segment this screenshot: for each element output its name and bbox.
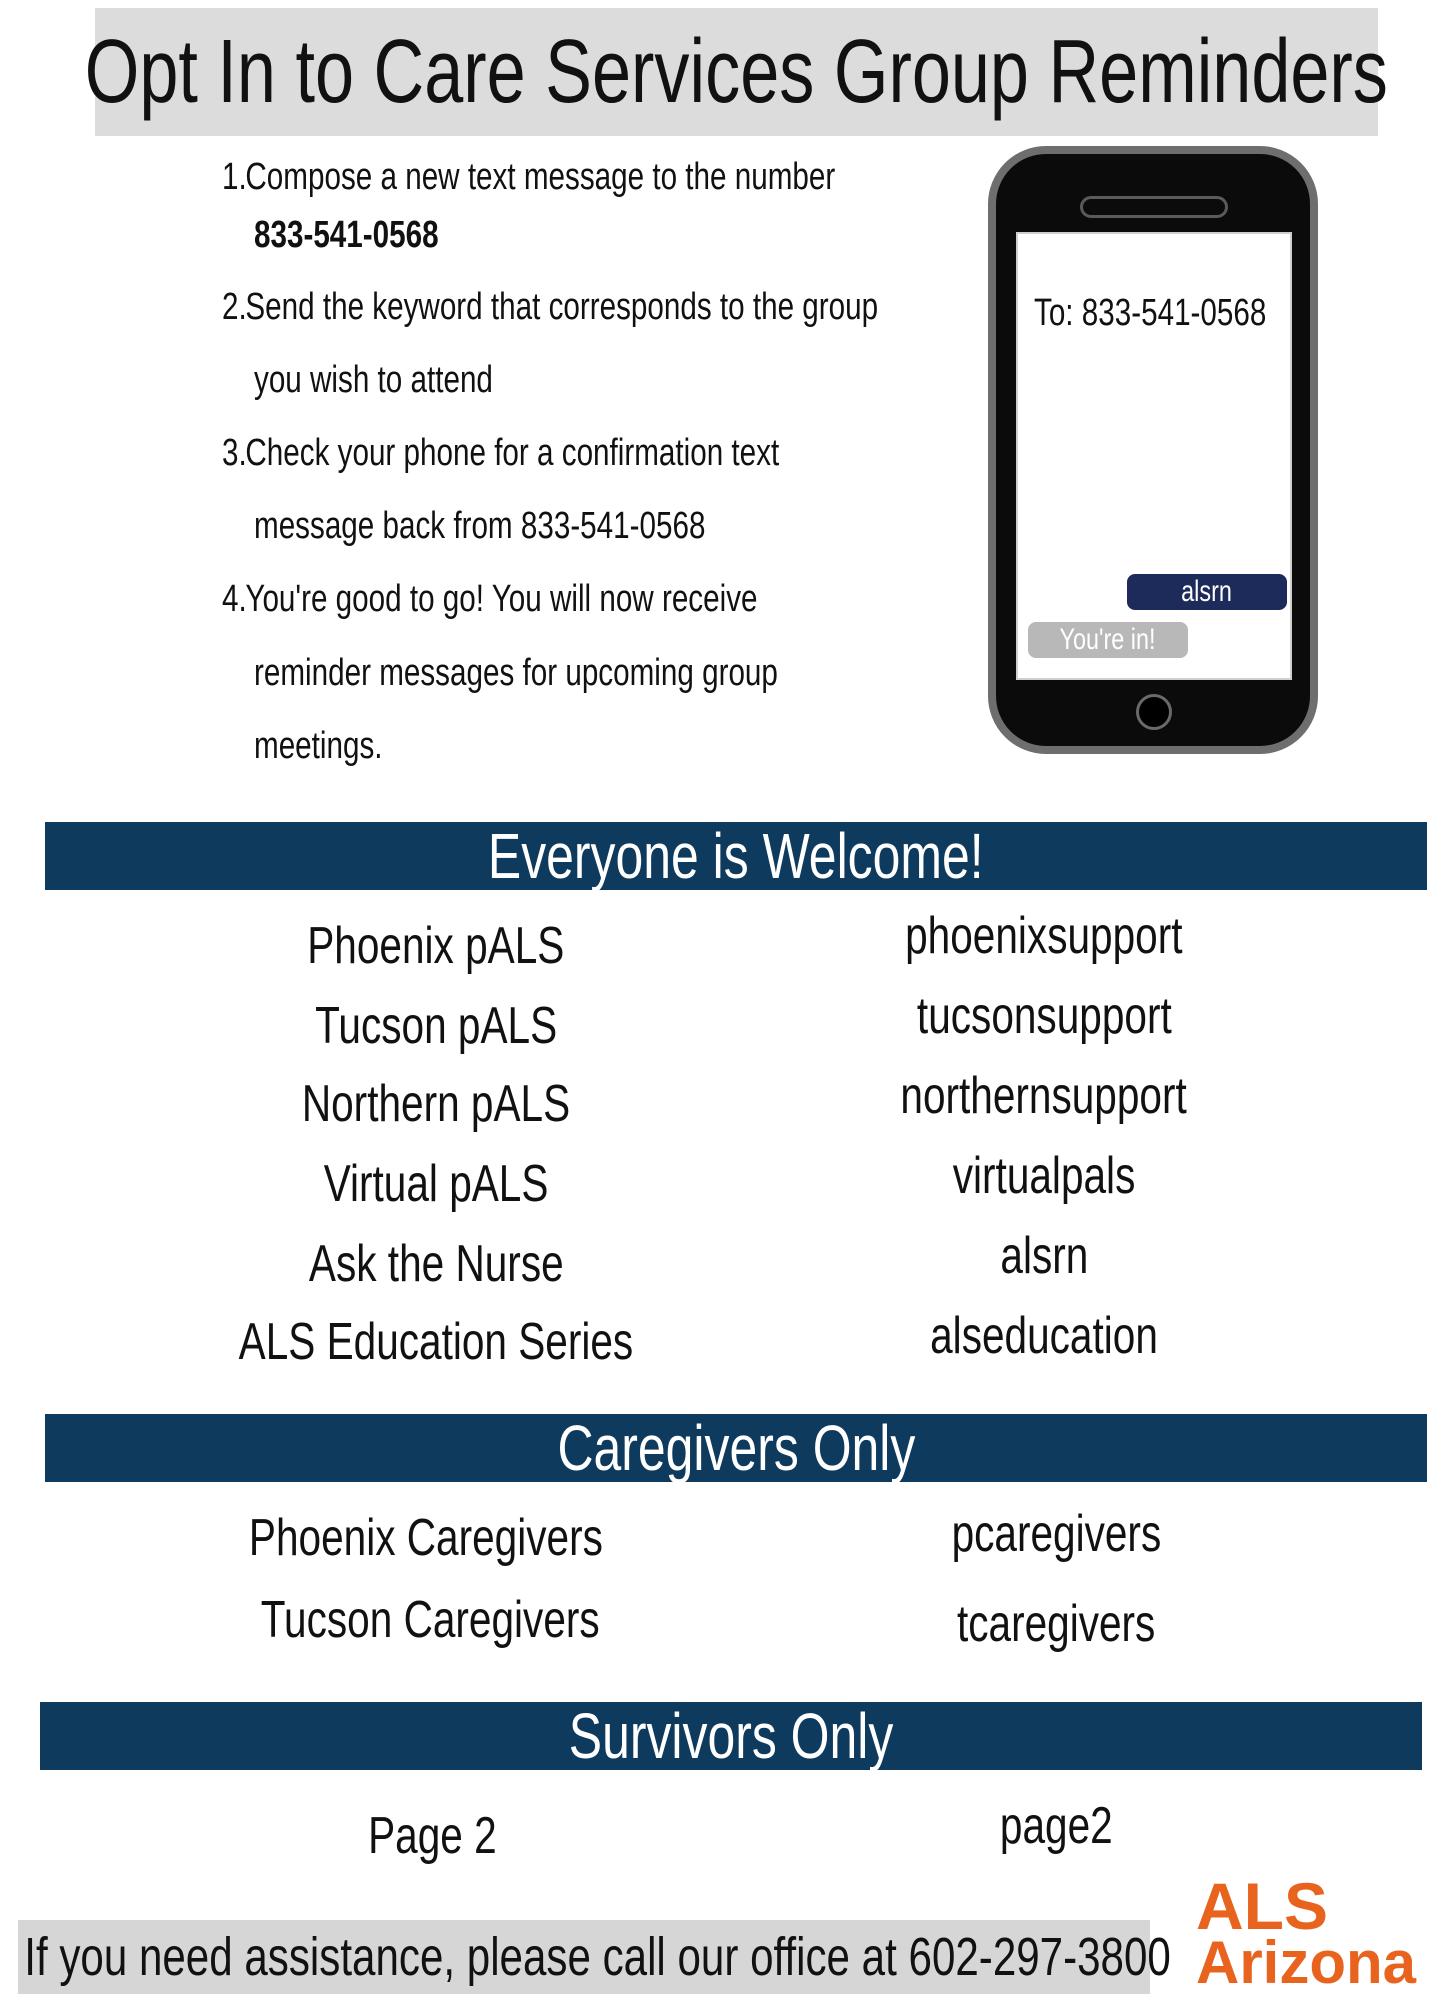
title-banner — [84, 8, 1389, 136]
section-banner-survivors — [40, 1702, 1422, 1770]
group-keyword: page2 — [999, 1797, 1113, 1855]
step-3-text-cont: message back from 833-541-0568 — [254, 505, 706, 547]
phone-recipient — [1034, 292, 1332, 335]
step-1-line-2 — [254, 198, 491, 272]
step-4-number: 4. — [222, 578, 247, 620]
phone-speaker-icon — [1080, 196, 1228, 218]
group-keyword: tucsonsupport — [916, 987, 1172, 1045]
step-2-line-2 — [254, 343, 560, 417]
phone-screen — [1016, 232, 1292, 680]
sent-message-bubble — [1127, 574, 1287, 610]
group-name: ALS Education Series — [238, 1313, 634, 1371]
group-name: Phoenix pALS — [307, 917, 565, 975]
group-keyword: alsrn — [1000, 1227, 1088, 1285]
section-heading: Survivors Only — [568, 1700, 894, 1772]
step-2-text-cont: you wish to attend — [254, 359, 493, 401]
step-4-line-2 — [254, 636, 926, 710]
group-keyword: virtualpals — [952, 1147, 1136, 1205]
home-button-icon — [1136, 694, 1172, 730]
step-1-number: 1. — [222, 156, 247, 198]
step-1-phone-number: 833-541-0568 — [254, 214, 439, 256]
assistance-footer — [18, 1920, 1171, 1994]
group-name: Ask the Nurse — [308, 1235, 564, 1293]
step-3-line-1 — [222, 416, 936, 490]
logo-line-2: Arizona — [1196, 1929, 1417, 1996]
group-name: Northern pALS — [301, 1075, 571, 1133]
step-3-text: Check your phone for a confirmation text — [245, 432, 780, 474]
step-1-text: Compose a new text message to the number — [245, 156, 836, 198]
step-4-line-1 — [222, 562, 909, 636]
step-4-text-cont: reminder messages for upcoming group — [254, 652, 778, 694]
step-4-text-cont-2: meetings. — [254, 725, 383, 767]
section-banner-caregivers — [45, 1414, 1427, 1482]
received-message-bubble — [1028, 622, 1188, 658]
section-banner-everyone — [45, 822, 1427, 890]
step-4-text: You're good to go! You will now receive — [245, 578, 758, 620]
step-3-number: 3. — [222, 432, 247, 474]
section-heading: Everyone is Welcome! — [488, 820, 984, 892]
step-2-line-1 — [222, 270, 1063, 344]
page-title: Opt In to Care Services Group Reminders — [84, 21, 1389, 122]
group-name: Phoenix Caregivers — [249, 1509, 603, 1567]
step-2-number: 2. — [222, 286, 247, 328]
group-keyword: tcaregivers — [956, 1595, 1156, 1653]
group-name: Tucson Caregivers — [260, 1591, 600, 1649]
group-keyword: phoenixsupport — [905, 907, 1183, 965]
step-3-line-2 — [254, 489, 833, 563]
section-heading: Caregivers Only — [557, 1412, 915, 1484]
sent-message-text: alsrn — [1181, 575, 1233, 608]
group-keyword: northernsupport — [900, 1067, 1188, 1125]
phone-illustration — [988, 146, 1318, 754]
step-4-line-3 — [254, 709, 419, 783]
als-arizona-logo — [1196, 1868, 1441, 1996]
received-message-text: You're in! — [1060, 623, 1156, 656]
group-name: Virtual pALS — [323, 1155, 549, 1213]
group-keyword: alseducation — [930, 1307, 1158, 1365]
group-name: Page 2 — [367, 1807, 497, 1865]
step-2-text: Send the keyword that corresponds to the group — [245, 286, 879, 328]
group-keyword: pcaregivers — [951, 1505, 1161, 1563]
logo-line-1: ALS — [1196, 1869, 1328, 1943]
assistance-text: If you need assistance, please call our office at 602-297-3800 — [24, 1927, 1171, 1987]
group-name: Tucson pALS — [315, 997, 557, 1055]
phone-recipient-text: To: 833-541-0568 — [1034, 292, 1267, 334]
